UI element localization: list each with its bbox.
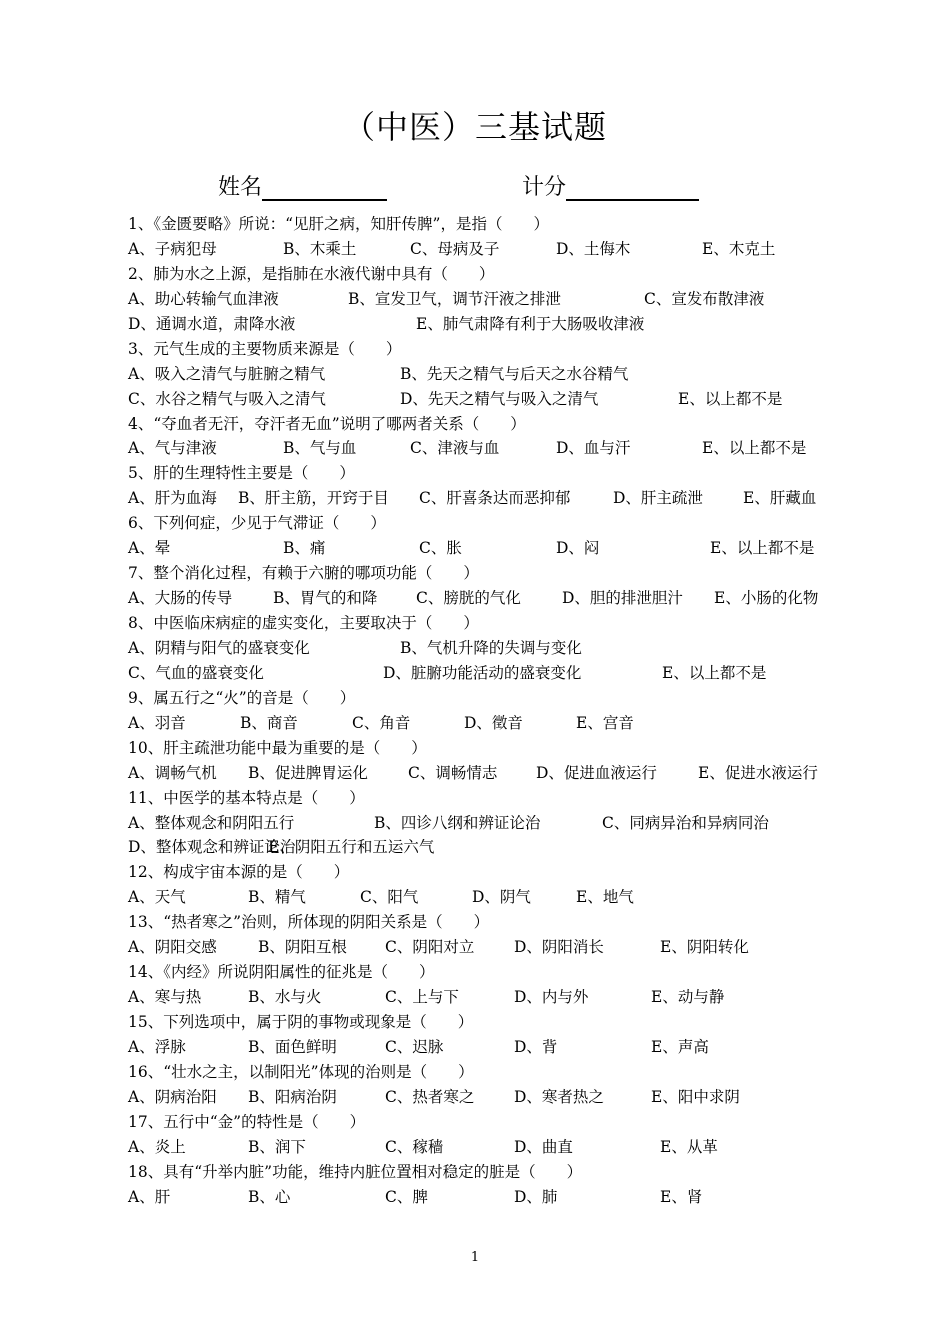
answer-option[interactable]: C、阴阳对立	[385, 938, 475, 957]
answer-option[interactable]: D、脏腑功能活动的盛衰变化	[383, 663, 582, 682]
answer-option[interactable]: E、促进水液运行	[698, 763, 818, 782]
question-stem: 15、下列选项中，属于阴的事物或现象是（ ）	[128, 1013, 474, 1031]
answer-option[interactable]: A、寒与热	[128, 988, 202, 1007]
answer-option[interactable]: B、木乘土	[283, 239, 357, 258]
answer-option[interactable]: E、以上都不是	[678, 389, 783, 408]
answer-option[interactable]: B、肝主筋，开窍于目	[238, 489, 389, 508]
answer-option[interactable]: E、动与静	[651, 988, 725, 1007]
option-row	[128, 586, 828, 611]
answer-option[interactable]: A、天气	[128, 888, 186, 907]
question-stem: 5、肝的生理特性主要是（ ）	[128, 464, 355, 483]
question-stem: 8、中医临床病症的虚实变化，主要取决于（ ）	[128, 614, 479, 632]
option-row	[128, 1035, 828, 1060]
question-stem: 13、“热者寒之”治则，所体现的阴阳关系是（ ）	[128, 913, 490, 932]
answer-option[interactable]: B、促进脾胃运化	[248, 763, 368, 782]
option-row	[128, 362, 828, 387]
name-field	[218, 170, 387, 201]
answer-option[interactable]: A、大肠的传导	[128, 589, 233, 608]
option-row	[128, 312, 828, 337]
answer-option[interactable]: A、吸入之清气与脏腑之精气	[128, 364, 326, 383]
answer-option[interactable]: E、声高	[651, 1037, 709, 1056]
answer-option[interactable]: D、闷	[556, 539, 600, 558]
answer-option[interactable]: E、肾	[660, 1187, 703, 1206]
answer-option[interactable]: D、阴阳消长	[514, 938, 604, 957]
score-label: 计分	[522, 175, 567, 200]
answer-option[interactable]: A、阴病治阳	[128, 1087, 217, 1106]
question-stem: 6、下列何症，少见于气滞证（ ）	[128, 514, 386, 533]
answer-option[interactable]: C、胀	[419, 539, 462, 558]
answer-option[interactable]: B、面色鲜明	[248, 1037, 337, 1056]
option-row	[128, 536, 828, 561]
answer-option[interactable]: D、血与汗	[556, 439, 631, 458]
name-label: 姓名	[218, 175, 263, 200]
answer-option[interactable]: D、整体观念和辨证论治	[128, 838, 296, 857]
answer-option[interactable]: B、心	[248, 1187, 291, 1206]
answer-option[interactable]: E、地气	[576, 888, 634, 907]
answer-option[interactable]: D、胆的排泄胆汁	[562, 589, 683, 608]
answer-option[interactable]: B、精气	[248, 888, 306, 907]
answer-option[interactable]: B、阴阳互根	[258, 938, 347, 957]
option-row	[128, 1135, 828, 1160]
answer-option[interactable]: E、以上都不是	[662, 663, 767, 682]
answer-option[interactable]: A、浮脉	[128, 1037, 186, 1056]
answer-option[interactable]: C、宣发布散津液	[644, 289, 765, 308]
answer-option[interactable]: C、肝喜条达而恶抑郁	[419, 489, 571, 508]
answer-option[interactable]: E、肝藏血	[743, 489, 817, 508]
answer-option[interactable]: D、通调水道，肃降水液	[128, 314, 296, 333]
answer-option[interactable]: D、肺	[514, 1187, 558, 1206]
answer-option[interactable]: D、徵音	[464, 713, 523, 732]
option-row	[128, 935, 828, 960]
option-row	[128, 486, 828, 511]
option-row	[128, 711, 828, 736]
answer-option[interactable]: C、气血的盛衰变化	[128, 663, 264, 682]
answer-option[interactable]: C、津液与血	[410, 439, 500, 458]
answer-option[interactable]: C、调畅情志	[408, 763, 498, 782]
answer-option[interactable]: E、从革	[660, 1137, 718, 1156]
answer-option[interactable]: D、内与外	[514, 988, 589, 1007]
question-stem: 17、五行中“金”的特性是（ ）	[128, 1112, 366, 1131]
answer-option[interactable]: E、肺气肃降有利于大肠吸收津液	[416, 314, 645, 333]
answer-option[interactable]: E、阴阳转化	[660, 938, 749, 957]
page-title: （中医）三基试题	[342, 108, 607, 146]
answer-option[interactable]: A、阴阳交感	[128, 938, 217, 957]
answer-option[interactable]: C、迟脉	[385, 1037, 444, 1056]
option-row	[128, 661, 828, 686]
option-row	[128, 287, 828, 312]
answer-option[interactable]: D、寒者热之	[514, 1087, 604, 1106]
question-stem: 3、元气生成的主要物质来源是（ ）	[128, 339, 402, 358]
answer-option[interactable]: D、曲直	[514, 1137, 573, 1156]
answer-option[interactable]: A、羽音	[128, 713, 186, 732]
answer-option[interactable]: E、以上都不是	[710, 539, 815, 558]
option-row	[128, 237, 828, 262]
answer-option[interactable]: E、阴阳五行和五运六气	[268, 838, 435, 857]
answer-option[interactable]: E、宫音	[576, 713, 634, 732]
answer-option[interactable]: D、先天之精气与吸入之清气	[400, 389, 599, 408]
answer-option[interactable]: A、助心转输气血津液	[128, 289, 279, 308]
option-row	[128, 835, 828, 860]
option-row	[128, 1085, 828, 1110]
answer-option[interactable]: A、整体观念和阴阳五行	[128, 813, 295, 832]
answer-option[interactable]: B、四诊八纲和辨证论治	[374, 813, 541, 832]
answer-option[interactable]: C、上与下	[385, 988, 459, 1007]
answer-option[interactable]: C、母病及子	[410, 239, 500, 258]
answer-option[interactable]: B、痛	[283, 539, 326, 558]
option-row	[128, 436, 828, 461]
option-row	[128, 387, 828, 412]
answer-option[interactable]: A、气与津液	[128, 439, 217, 458]
answer-option[interactable]: B、宣发卫气，调节汗液之排泄	[348, 289, 561, 308]
option-row	[128, 885, 828, 910]
option-row	[128, 985, 828, 1010]
answer-option[interactable]: A、晕	[128, 539, 171, 558]
answer-option[interactable]: D、土侮木	[556, 239, 631, 258]
answer-option[interactable]: E、以上都不是	[702, 439, 807, 458]
question-stem: 10、肝主疏泄功能中最为重要的是（ ）	[128, 738, 427, 757]
question-stem: 16、“壮水之主，以制阳光”体现的治则是（ ）	[128, 1062, 474, 1081]
answer-option[interactable]: E、木克土	[702, 239, 776, 258]
answer-option[interactable]: C、同病异治和异病同治	[602, 813, 769, 832]
answer-option[interactable]: C、水谷之精气与吸入之清气	[128, 389, 326, 408]
question-stem: 14、《内经》所说阴阳属性的征兆是（ ）	[128, 963, 435, 982]
question-list	[128, 212, 828, 1210]
answer-option[interactable]: A、炎上	[128, 1137, 186, 1156]
question-stem: 12、构成宇宙本源的是（ ）	[128, 863, 350, 882]
question-stem: 11、中医学的基本特点是（ ）	[128, 788, 365, 807]
answer-option[interactable]: C、阳气	[360, 888, 419, 907]
score-blank[interactable]	[566, 175, 699, 201]
answer-option[interactable]: D、阴气	[472, 888, 531, 907]
answer-option[interactable]: A、子病犯母	[128, 239, 217, 258]
answer-option[interactable]: C、稼穑	[385, 1137, 444, 1156]
answer-option[interactable]: A、调畅气机	[128, 763, 217, 782]
score-field	[522, 170, 699, 201]
answer-option[interactable]: B、气机升降的失调与变化	[400, 638, 582, 657]
option-row	[128, 761, 828, 786]
answer-option[interactable]: E、阳中求阴	[651, 1087, 740, 1106]
question-stem: 9、属五行之“火”的音是（ ）	[128, 688, 356, 707]
answer-option[interactable]: C、脾	[385, 1187, 428, 1206]
answer-option[interactable]: B、气与血	[283, 439, 357, 458]
answer-option[interactable]: B、润下	[248, 1137, 306, 1156]
answer-option[interactable]: D、促进血液运行	[536, 763, 657, 782]
question-stem: 18、具有“升举内脏”功能，维持内脏位置相对稳定的脏是（ ）	[128, 1162, 583, 1181]
answer-option[interactable]: D、背	[514, 1037, 558, 1056]
answer-option[interactable]: A、阴精与阳气的盛衰变化	[128, 638, 310, 657]
answer-option[interactable]: A、肝	[128, 1187, 171, 1206]
page-number: 1	[470, 1250, 480, 1265]
answer-option[interactable]: A、肝为血海	[128, 489, 217, 508]
question-stem: 2、肺为水之上源，是指肺在水液代谢中具有（ ）	[128, 264, 495, 283]
question-stem: 4、“夺血者无汗，夺汗者无血”说明了哪两者关系（ ）	[128, 414, 526, 433]
answer-option[interactable]: B、水与火	[248, 988, 322, 1007]
option-row	[128, 811, 828, 836]
answer-option[interactable]: D、肝主疏泄	[613, 489, 703, 508]
name-blank[interactable]	[262, 175, 387, 201]
question-stem: 1、《金匮要略》所说：“见肝之病，知肝传脾”，是指（ ）	[128, 215, 549, 233]
question-stem: 7、整个消化过程，有赖于六腑的哪项功能（ ）	[128, 564, 479, 583]
answer-option[interactable]: E、小肠的化物	[714, 589, 819, 608]
answer-option[interactable]: B、阳病治阴	[248, 1087, 337, 1106]
answer-option[interactable]: C、角音	[352, 713, 411, 732]
answer-option[interactable]: C、热者寒之	[385, 1087, 475, 1106]
answer-option[interactable]: C、膀胱的气化	[416, 589, 521, 608]
option-row	[128, 1185, 828, 1210]
option-row	[128, 636, 828, 661]
answer-option[interactable]: B、胃气的和降	[273, 589, 378, 608]
answer-option[interactable]: B、先天之精气与后天之水谷精气	[400, 364, 629, 383]
answer-option[interactable]: B、商音	[240, 713, 298, 732]
